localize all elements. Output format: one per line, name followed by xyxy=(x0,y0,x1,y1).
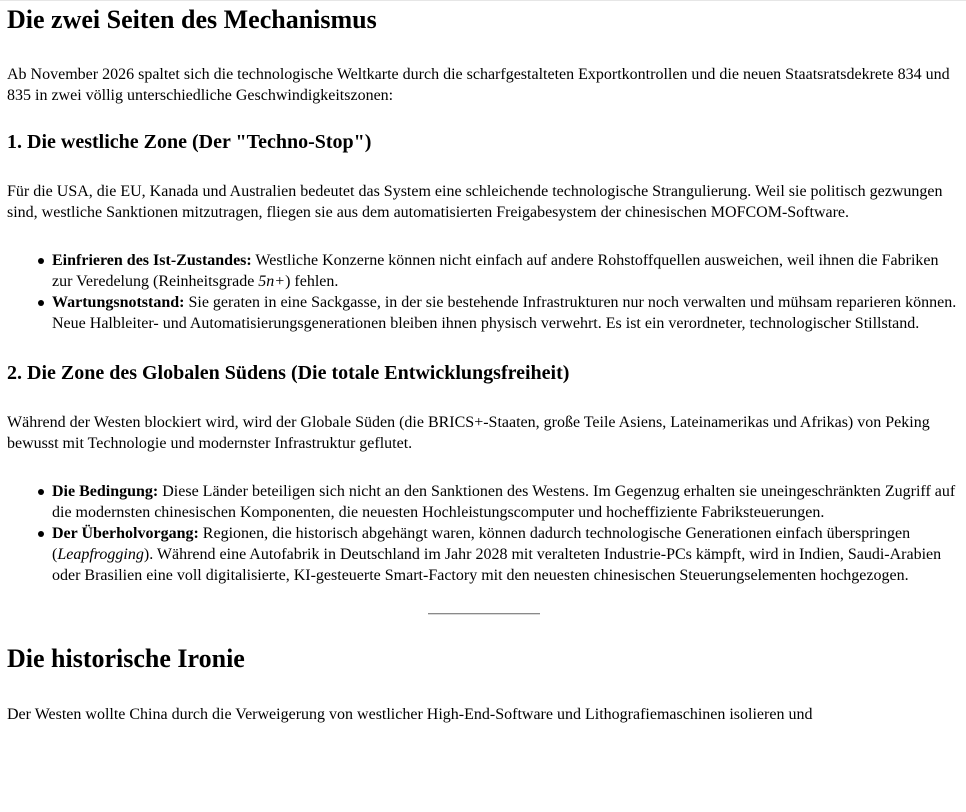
section-title-irony: Die historische Ironie xyxy=(7,644,245,673)
heading-global-south-zone: 2. Die Zone des Globalen Südens (Die totale Entwicklungsfreiheit) xyxy=(7,362,570,384)
section-title-mechanism: Die zwei Seiten des Mechanismus xyxy=(7,5,377,34)
list-item-label: Die Bedingung: xyxy=(52,483,159,500)
paragraph-global-south-zone: Während der Westen blockiert wird, wird der Globale Süden (die BRICS+-Staaten, große Teile Asiens, Lateinamerikas und Afrikas) von Peking bewusst mit Technologie und modernster Infrastruktur geflutet. xyxy=(7,414,930,452)
list-item-text: Diese Länder beteiligen sich nicht an den Sanktionen des Westens. Im Gegenzug erhalten sie uneingeschränkten Zugriff auf die modernsten chinesischen Komponenten, die neuesten Hochleistungscomputer und hocheffiziente Fabriksteuerungen. xyxy=(52,483,956,521)
list-item xyxy=(52,292,961,334)
intro-paragraph: Ab November 2026 spaltet sich die technologische Weltkarte durch die scharfgestalteten Exportkontrollen und die neuen Staatsratsdekrete 834 und 835 in zwei völlig unterschiedliche Geschwindigkeitszonen: xyxy=(7,66,950,104)
list-item-text: Sie geraten in eine Sackgasse, in der sie bestehende Infrastrukturen nur noch verwalten und mühsam reparieren können. Neue Halbleiter- und Automatisierungsgenerationen bleiben ihnen physisch verwehrt. Es ist ein verordneter, technologischer Stillstand. xyxy=(52,294,957,332)
heading-western-zone: 1. Die westliche Zone (Der "Techno-Stop") xyxy=(7,131,372,153)
list-item-emphasis: Leapfrogging xyxy=(57,546,144,563)
list-item xyxy=(52,523,961,586)
list-item-emphasis: 5n+ xyxy=(258,273,286,290)
list-item-label: Wartungsnotstand: xyxy=(52,294,185,311)
section-divider xyxy=(428,613,540,615)
paragraph-irony: Der Westen wollte China durch die Verweigerung von westlicher High-End-Software und Lithografiemaschinen isolieren und xyxy=(7,706,813,723)
list-item-label: Einfrieren des Ist-Zustandes: xyxy=(52,252,252,269)
list-global-south-zone xyxy=(7,481,961,586)
list-item-label: Der Überholvorgang: xyxy=(52,525,199,542)
paragraph-western-zone: Für die USA, die EU, Kanada und Australien bedeutet das System eine schleichende technologische Strangulierung. Weil sie politisch gezwungen sind, westliche Sanktionen mitzutragen, fliegen sie aus dem automatisierten Freigabesystem der chinesischen MOFCOM-Software. xyxy=(7,183,943,221)
list-item-text: ) fehlen. xyxy=(285,273,339,290)
list-item-text: Regionen, die historisch abgehängt waren, können dadurch technologische Generationen einfach überspringen ( xyxy=(52,525,911,563)
list-item-text: Westliche Konzerne können nicht einfach auf andere Rohstoffquellen ausweichen, weil ihnen die Fabriken zur Veredelung (Reinheitsgrade xyxy=(52,252,939,290)
list-item xyxy=(52,481,961,523)
list-item xyxy=(52,250,961,292)
list-western-zone xyxy=(7,250,961,334)
list-item-text: ). Während eine Autofabrik in Deutschland im Jahr 2028 mit veralteten Industrie-PCs kämpft, wird in Indien, Saudi-Arabien oder Brasilien eine voll digitalisierte, KI-gesteuerte Smart-Factory mit den neuesten chinesischen Steuerungselementen hochgezogen. xyxy=(52,546,942,584)
